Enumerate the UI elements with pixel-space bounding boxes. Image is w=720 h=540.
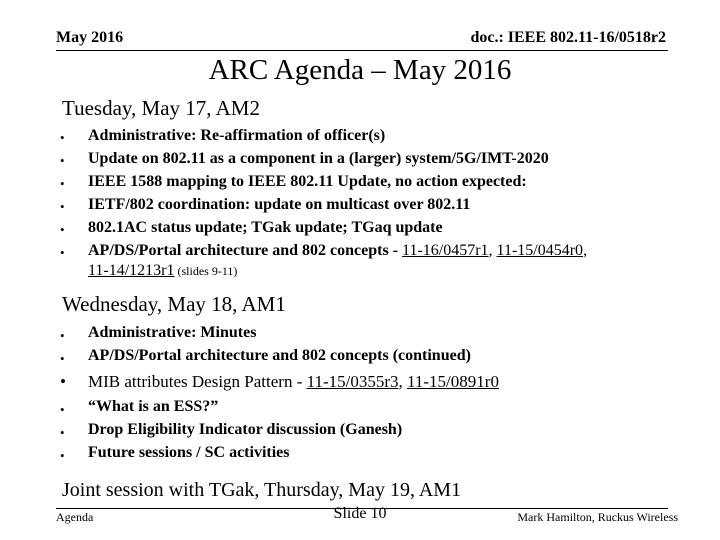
agenda-item: AP/DS/Portal architecture and 802 concepts (continued) <box>88 347 471 364</box>
bullet: • <box>60 448 65 463</box>
slide-number: Slide 10 <box>333 505 387 522</box>
header-date: May 2016 <box>56 29 124 46</box>
bullet: • <box>60 372 66 391</box>
agenda-item-architecture <box>88 242 587 260</box>
agenda-item: IETF/802 coordination: update on multicast over 802.11 <box>88 196 471 213</box>
separator: , <box>488 242 497 259</box>
header-rule <box>56 50 668 51</box>
doc-link-11-14-1213r1[interactable]: 11-14/1213r1 <box>88 262 175 279</box>
agenda-item-mib <box>88 372 499 392</box>
bullet: • <box>60 245 65 260</box>
slide-title: ARC Agenda – May 2016 <box>208 54 512 86</box>
agenda-item-architecture-continued <box>88 262 237 280</box>
agenda-item: IEEE 1588 mapping to IEEE 802.11 Update, no action expected: <box>88 173 527 190</box>
doc-link-11-15-0454r0[interactable]: 11-15/0454r0 <box>496 242 584 259</box>
bullet: • <box>60 176 65 191</box>
agenda-item-text: MIB attributes Design Pattern - <box>88 372 307 391</box>
agenda-item: Update on 802.11 as a component in a (larger) system/5G/IMT-2020 <box>88 150 549 167</box>
slides-note: (slides 9-11) <box>174 264 238 278</box>
section-heading-wednesday: Wednesday, May 18, AM1 <box>62 292 286 316</box>
doc-link-11-15-0891r0[interactable]: 11-15/0891r0 <box>407 372 499 391</box>
footer-left: Agenda <box>56 510 94 524</box>
bullet: • <box>60 222 65 237</box>
doc-link-11-15-0355r3[interactable]: 11-15/0355r3 <box>306 372 399 391</box>
agenda-item: “What is an ESS?” <box>88 398 219 415</box>
bullet: • <box>60 153 65 168</box>
agenda-item: Drop Eligibility Indicator discussion (Ganesh) <box>88 421 403 438</box>
section-heading-joint: Joint session with TGak, Thursday, May 19, AM1 <box>62 479 462 501</box>
section-heading-tuesday: Tuesday, May 17, AM2 <box>62 96 260 120</box>
bullet: • <box>60 402 65 417</box>
bullet: • <box>60 328 65 343</box>
doc-link-11-16-0457r1[interactable]: 11-16/0457r1 <box>402 242 489 259</box>
agenda-item: Future sessions / SC activities <box>88 444 290 461</box>
bullet: • <box>60 425 65 440</box>
bullet: • <box>60 130 65 145</box>
agenda-item: Administrative: Minutes <box>88 324 257 341</box>
agenda-item-text: AP/DS/Portal architecture and 802 concepts - <box>88 242 403 259</box>
bullet: • <box>60 351 65 366</box>
header-doc-id: doc.: IEEE 802.11-16/0518r2 <box>470 29 666 46</box>
separator: , <box>398 372 408 391</box>
separator: , <box>583 242 588 259</box>
footer-author: Mark Hamilton, Ruckus Wireless <box>517 510 678 524</box>
bullet: • <box>60 199 65 214</box>
agenda-item: 802.1AC status update; TGak update; TGaq update <box>88 219 443 236</box>
agenda-item: Administrative: Re-affirmation of officer(s) <box>88 127 386 144</box>
